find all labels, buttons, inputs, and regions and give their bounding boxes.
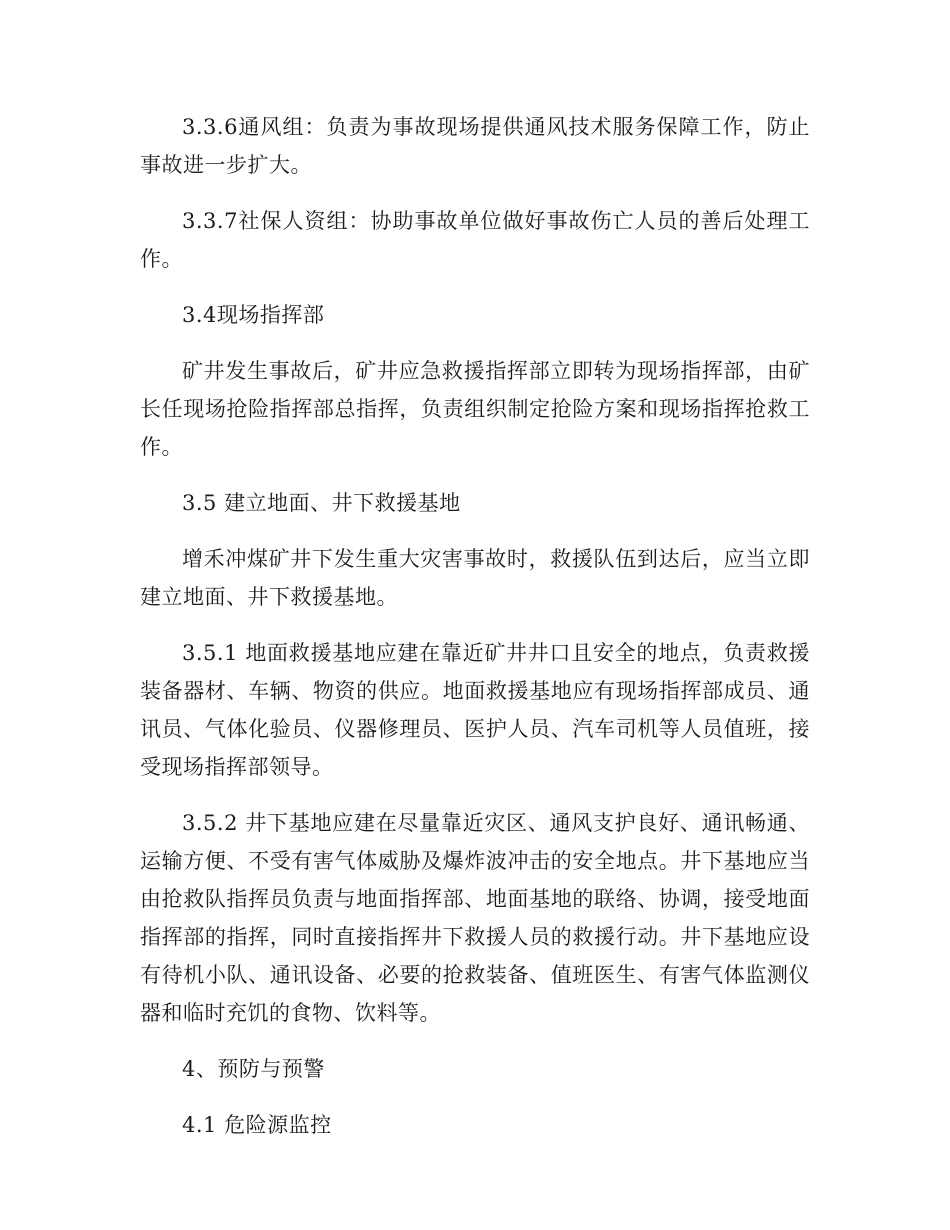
paragraph-3-3-6: 3.3.6通风组：负责为事故现场提供通风技术服务保障工作，防止事故进一步扩大。 bbox=[140, 115, 810, 177]
paragraph-3-5-2: 3.5.2 井下基地应建在尽量靠近灾区、通风支护良好、通讯畅通、运输方便、不受有害气体威胁及爆炸波冲击的安全地点。井下基地应当由抢救队指挥员负责与地面指挥部、地面基地的联络、协调，接受地面指挥部的指挥，同时直接指挥井下救援人员的救援行动。井下基地应设有待机小队、通讯设备、必要的抢救装备、值班医生、有害气体监测仪器和临时充饥的食物、饮料等。 bbox=[140, 811, 810, 1025]
paragraph-3-5-1: 3.5.1 地面救援基地应建在靠近矿井井口且安全的地点，负责救援装备器材、车辆、物资的供应。地面救援基地应有现场指挥部成员、通讯员、气体化验员、仪器修理员、医护人员、汽车司机等人员值班，接受现场指挥部领导。 bbox=[140, 641, 810, 779]
document-body bbox=[140, 108, 810, 1162]
heading-4-1: 4.1 危险源监控 bbox=[182, 1113, 332, 1137]
heading-4: 4、预防与预警 bbox=[182, 1057, 325, 1081]
paragraph-3-4-body: 矿井发生事故后，矿井应急救援指挥部立即转为现场指挥部，由矿长任现场抢险指挥部总指挥，负责组织制定抢险方案和现场指挥抢救工作。 bbox=[140, 359, 810, 459]
paragraph-3-5-body: 增禾冲煤矿井下发生重大灾害事故时，救援队伍到达后，应当立即建立地面、井下救援基地。 bbox=[140, 547, 810, 609]
heading-3-5: 3.5 建立地面、井下救援基地 bbox=[182, 491, 461, 515]
paragraph-3-3-7: 3.3.7社保人资组：协助事故单位做好事故伤亡人员的善后处理工作。 bbox=[140, 209, 810, 271]
heading-3-4: 3.4现场指挥部 bbox=[182, 303, 325, 327]
